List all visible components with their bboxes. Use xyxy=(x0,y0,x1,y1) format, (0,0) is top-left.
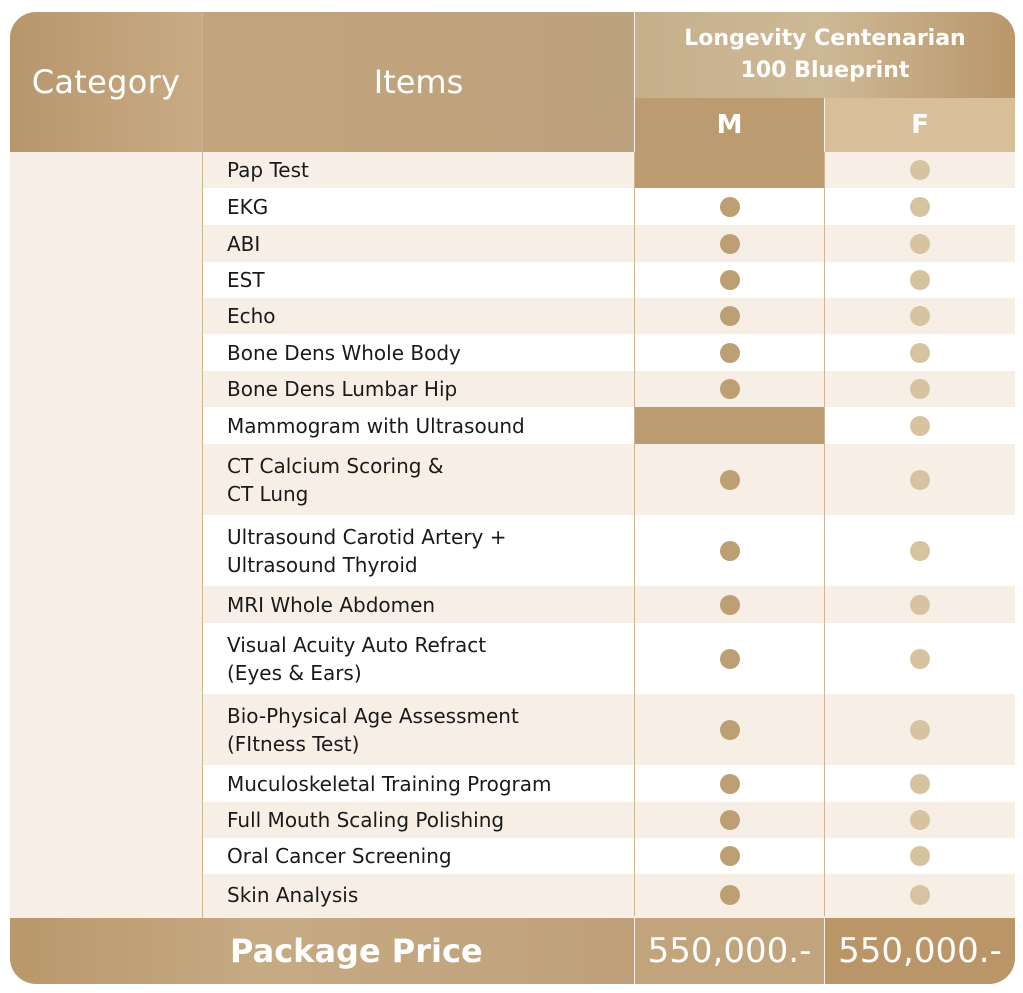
male-included-cell xyxy=(634,225,824,262)
male-included-cell xyxy=(634,371,824,407)
item-label: Mammogram with Ultrasound xyxy=(227,413,525,438)
price-male: 550,000.- xyxy=(635,918,824,984)
item-label: MRI Whole Abdomen xyxy=(227,592,436,617)
items-header: Items xyxy=(203,12,634,152)
item-label: Echo xyxy=(227,304,276,328)
included-dot-icon xyxy=(720,197,740,217)
item-label: Bone Dens Lumbar Hip xyxy=(227,377,458,401)
male-included-cell xyxy=(634,838,824,874)
package-table xyxy=(10,12,1015,984)
included-dot-icon xyxy=(720,379,740,399)
table-row xyxy=(203,623,1015,694)
male-included-cell xyxy=(634,334,824,371)
included-dot-icon xyxy=(720,470,740,490)
price-female: 550,000.- xyxy=(825,918,1015,984)
item-label: Bio-Physical Age Assessment (FItness Test) xyxy=(227,703,519,756)
included-dot-icon xyxy=(720,306,740,326)
table-row xyxy=(203,874,1015,916)
included-dot-icon xyxy=(720,774,740,794)
included-dot-icon xyxy=(910,234,930,254)
table-row xyxy=(203,765,1015,802)
included-dot-icon xyxy=(910,306,930,326)
male-included-cell xyxy=(634,444,824,515)
item-label: Ultrasound Carotid Artery + Ultrasound Thyroid xyxy=(227,524,507,577)
table-row xyxy=(203,152,1015,188)
female-column-header: F xyxy=(825,98,1015,152)
female-included-cell xyxy=(824,802,1014,838)
item-label: EKG xyxy=(227,194,269,219)
male-included-cell xyxy=(634,874,824,916)
female-included-cell xyxy=(824,765,1014,802)
table-row xyxy=(203,444,1015,515)
included-dot-icon xyxy=(910,416,930,436)
table-row xyxy=(203,838,1015,874)
included-dot-icon xyxy=(910,810,930,830)
female-included-cell xyxy=(824,262,1014,298)
included-dot-icon xyxy=(910,197,930,217)
item-label: Skin Analysis xyxy=(227,883,359,907)
table-row xyxy=(203,586,1015,623)
male-not-applicable xyxy=(634,407,824,444)
item-label: CT Calcium Scoring & CT Lung xyxy=(227,453,444,506)
included-dot-icon xyxy=(910,649,930,669)
item-label: EST xyxy=(227,268,265,292)
female-included-cell xyxy=(824,623,1014,694)
included-dot-icon xyxy=(910,846,930,866)
included-dot-icon xyxy=(720,270,740,290)
male-included-cell xyxy=(634,802,824,838)
female-included-cell xyxy=(824,515,1014,586)
male-included-cell xyxy=(634,765,824,802)
female-included-cell xyxy=(824,371,1014,407)
table-row xyxy=(203,225,1015,262)
included-dot-icon xyxy=(910,720,930,740)
package-name-header: Longevity Centenarian 100 Blueprint xyxy=(635,12,1015,98)
female-included-cell xyxy=(824,586,1014,623)
table-row xyxy=(203,515,1015,586)
female-included-cell xyxy=(824,838,1014,874)
included-dot-icon xyxy=(910,270,930,290)
included-dot-icon xyxy=(720,541,740,561)
included-dot-icon xyxy=(910,541,930,561)
male-included-cell xyxy=(634,298,824,334)
item-label: Muculoskeletal Training Program xyxy=(227,771,552,796)
item-label: Full Mouth Scaling Polishing xyxy=(227,808,505,832)
female-included-cell xyxy=(824,407,1014,444)
table-row xyxy=(203,298,1015,334)
female-included-cell xyxy=(824,874,1014,916)
item-label: Pap Test xyxy=(227,158,309,182)
included-dot-icon xyxy=(720,595,740,615)
item-label: Oral Cancer Screening xyxy=(227,844,452,868)
male-included-cell xyxy=(634,188,824,225)
included-dot-icon xyxy=(720,343,740,363)
item-label: ABI xyxy=(227,231,261,256)
male-included-cell xyxy=(634,515,824,586)
included-dot-icon xyxy=(910,160,930,180)
female-included-cell xyxy=(824,694,1014,765)
male-not-applicable xyxy=(634,152,824,188)
table-row xyxy=(203,334,1015,371)
included-dot-icon xyxy=(910,774,930,794)
male-included-cell xyxy=(634,694,824,765)
included-dot-icon xyxy=(720,234,740,254)
table-row xyxy=(203,262,1015,298)
category-header: Category xyxy=(10,12,202,152)
included-dot-icon xyxy=(720,885,740,905)
table-row xyxy=(203,371,1015,407)
included-dot-icon xyxy=(910,379,930,399)
column-divider xyxy=(202,12,203,918)
item-label: Bone Dens Whole Body xyxy=(227,340,461,365)
item-label: Visual Acuity Auto Refract (Eyes & Ears) xyxy=(227,632,487,685)
female-included-cell xyxy=(824,444,1014,515)
included-dot-icon xyxy=(720,810,740,830)
table-row xyxy=(203,694,1015,765)
female-included-cell xyxy=(824,334,1014,371)
male-column-header: M xyxy=(635,98,824,152)
male-included-cell xyxy=(634,586,824,623)
female-included-cell xyxy=(824,188,1014,225)
included-dot-icon xyxy=(910,595,930,615)
included-dot-icon xyxy=(720,720,740,740)
included-dot-icon xyxy=(720,846,740,866)
table-body xyxy=(203,152,1015,916)
male-included-cell xyxy=(634,262,824,298)
table-row xyxy=(203,407,1015,444)
included-dot-icon xyxy=(910,343,930,363)
included-dot-icon xyxy=(910,470,930,490)
category-column xyxy=(10,152,202,918)
table-row xyxy=(203,188,1015,225)
included-dot-icon xyxy=(720,649,740,669)
table-row xyxy=(203,802,1015,838)
female-included-cell xyxy=(824,298,1014,334)
included-dot-icon xyxy=(910,885,930,905)
female-included-cell xyxy=(824,152,1014,188)
male-included-cell xyxy=(634,623,824,694)
female-included-cell xyxy=(824,225,1014,262)
package-price-label: Package Price xyxy=(10,918,634,984)
